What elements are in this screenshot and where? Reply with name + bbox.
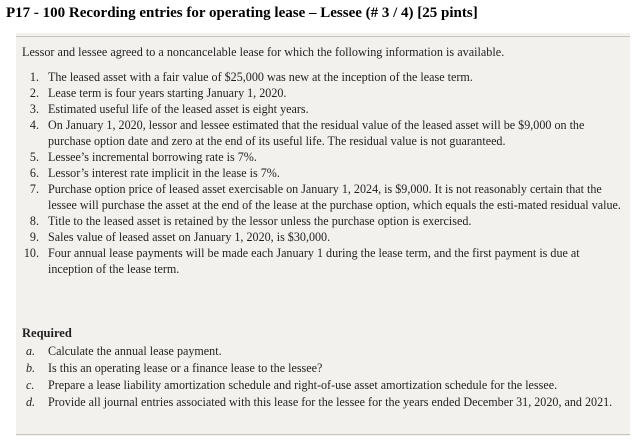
fact-text: The leased asset with a fair value of $25,000 was new at the inception of the lease term. — [48, 70, 473, 84]
intro-text: Lessor and lessee agreed to a noncancelable lease for which the following information is available. — [22, 45, 505, 59]
fact-text: Estimated useful life of the leased asset is eight years. — [48, 102, 309, 116]
required-list — [22, 343, 622, 411]
top-divider — [16, 36, 630, 37]
required-item — [22, 343, 622, 360]
problem-title: P17 - 100 Recording entries for operating lease – Lessee (# 3 / 4) [25 pints] — [6, 5, 478, 21]
fact-item — [22, 85, 622, 101]
fact-text: Lessor’s interest rate implicit in the lease is 7%. — [48, 166, 280, 180]
fact-item — [22, 229, 622, 245]
fact-text: Sales value of leased asset on January 1, 2020, is $30,000. — [48, 230, 331, 244]
fact-item — [22, 245, 622, 277]
fact-item — [22, 101, 622, 117]
fact-number: 9. — [29, 230, 39, 244]
fact-text: Title to the leased asset is retained by the lessor unless the purchase option is exercised. — [48, 214, 472, 228]
fact-text: Lease term is four years starting January 1, 2020. — [48, 86, 287, 100]
fact-text: Lessee’s incremental borrowing rate is 7%. — [48, 150, 257, 164]
required-text: Calculate the annual lease payment. — [48, 344, 222, 358]
required-letter: a. — [26, 344, 36, 358]
fact-item — [22, 181, 622, 213]
required-item — [22, 360, 622, 377]
fact-item — [22, 165, 622, 181]
required-text: Provide all journal entries associated with this lease for the lessee for the years ended December 31, 2020, and 2021. — [48, 395, 613, 409]
fact-number: 7. — [29, 182, 39, 196]
required-item — [22, 377, 622, 394]
required-item — [22, 394, 622, 411]
fact-item — [22, 149, 622, 165]
bottom-divider — [16, 434, 630, 435]
fact-number: 2. — [29, 86, 39, 100]
fact-number: 4. — [29, 118, 39, 132]
required-letter: d. — [26, 395, 36, 409]
fact-text: On January 1, 2020, lessor and lessee estimated that the residual value of the leased asset will be $9,000 on the purchase option date and zero at the end of its useful life. The residual value is not guaranteed. — [48, 118, 585, 148]
fact-number: 6. — [29, 166, 39, 180]
required-heading: Required — [22, 326, 72, 340]
required-letter: b. — [26, 361, 36, 375]
fact-number: 8. — [29, 214, 39, 228]
fact-text: Purchase option price of leased asset exercisable on January 1, 2024, is $9,000. It is not reasonably certain that the lessee will purchase the asset at the end of the lease at the purchase option, which equals the esti-mated residual value. — [48, 182, 621, 212]
facts-list — [22, 69, 622, 277]
fact-item — [22, 69, 622, 85]
required-text: Prepare a lease liability amortization schedule and right-of-use asset amortization schedule for the lessee. — [48, 378, 558, 392]
fact-number: 3. — [29, 102, 39, 116]
fact-item — [22, 213, 622, 229]
fact-number: 1. — [29, 70, 39, 84]
fact-number: 10. — [23, 246, 39, 260]
fact-text: Four annual lease payments will be made each January 1 during the lease term, and the first payment is due at inception of the lease term. — [48, 246, 580, 276]
fact-item — [22, 117, 622, 149]
required-letter: c. — [26, 378, 35, 392]
required-text: Is this an operating lease or a finance lease to the lessee? — [48, 361, 323, 375]
fact-number: 5. — [29, 150, 39, 164]
problem-panel — [16, 33, 630, 436]
